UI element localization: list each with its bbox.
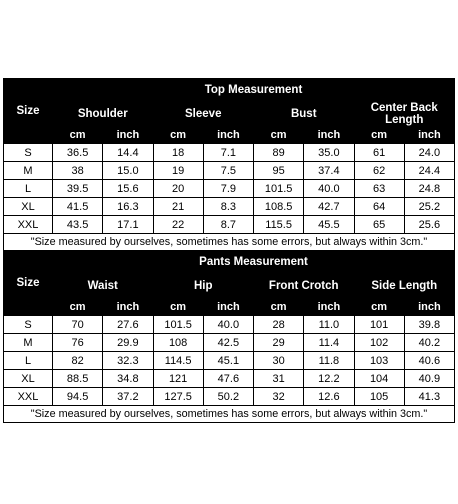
measurement-cell: 108 [153,334,203,352]
measurement-cell: 24.0 [404,144,454,162]
measurement-cell: 24.4 [404,162,454,180]
column-group-header: Center Back Length [354,102,455,127]
column-group-header: Shoulder [53,102,154,127]
top-measurement-table [3,78,455,251]
measurement-cell: 40.6 [404,352,454,370]
size-label: L [4,352,53,370]
unit-header: inch [404,127,454,144]
unit-header: cm [354,127,404,144]
measurement-cell: 45.5 [304,216,354,234]
measurement-cell: 7.5 [203,162,253,180]
measurement-cell: 40.0 [203,316,253,334]
size-label: M [4,334,53,352]
size-label: S [4,144,53,162]
table-title: Top Measurement [53,79,455,102]
measurement-cell: 7.9 [203,180,253,198]
measurement-cell: 50.2 [203,388,253,406]
measurement-cell: 104 [354,370,404,388]
measurement-cell: 21 [153,198,203,216]
measurement-cell: 88.5 [53,370,103,388]
table-row [4,180,455,198]
measurement-cell: 15.6 [103,180,153,198]
measurement-cell: 76 [53,334,103,352]
unit-header: cm [53,299,103,316]
measurement-cell: 45.1 [203,352,253,370]
size-label: XXL [4,388,53,406]
column-group-header: Front Crotch [254,274,355,299]
measurement-cell: 101.5 [254,180,304,198]
measurement-cell: 35.0 [304,144,354,162]
measurement-cell: 11.0 [304,316,354,334]
measurement-cell: 20 [153,180,203,198]
measurement-cell: 42.7 [304,198,354,216]
size-header: Size [4,251,53,316]
measurement-cell: 8.3 [203,198,253,216]
measurement-cell: 108.5 [254,198,304,216]
measurement-cell: 103 [354,352,404,370]
measurement-cell: 39.5 [53,180,103,198]
unit-header: cm [53,127,103,144]
measurement-cell: 105 [354,388,404,406]
measurement-cell: 39.8 [404,316,454,334]
measurement-cell: 25.2 [404,198,454,216]
measurement-cell: 14.4 [103,144,153,162]
measurement-cell: 27.6 [103,316,153,334]
size-label: S [4,316,53,334]
measurement-note: "Size measured by ourselves, sometimes has some errors, but always within 3cm." [4,234,455,251]
unit-header: inch [203,127,253,144]
table-row [4,334,455,352]
column-group-header: Hip [153,274,254,299]
measurement-cell: 127.5 [153,388,203,406]
measurement-cell: 115.5 [254,216,304,234]
measurement-cell: 40.0 [304,180,354,198]
measurement-cell: 38 [53,162,103,180]
table-row [4,388,455,406]
measurement-cell: 34.8 [103,370,153,388]
column-group-header: Side Length [354,274,455,299]
measurement-cell: 114.5 [153,352,203,370]
size-label: XXL [4,216,53,234]
measurement-cell: 30 [254,352,304,370]
unit-header: inch [304,299,354,316]
measurement-cell: 22 [153,216,203,234]
unit-header: cm [153,299,203,316]
measurement-cell: 28 [254,316,304,334]
unit-header: cm [354,299,404,316]
measurement-cell: 31 [254,370,304,388]
measurement-cell: 37.4 [304,162,354,180]
table-title: Pants Measurement [53,251,455,274]
table-row [4,370,455,388]
measurement-cell: 47.6 [203,370,253,388]
measurement-cell: 43.5 [53,216,103,234]
measurement-cell: 29 [254,334,304,352]
measurement-cell: 37.2 [103,388,153,406]
measurement-cell: 64 [354,198,404,216]
table-row [4,316,455,334]
measurement-cell: 95 [254,162,304,180]
measurement-cell: 32.3 [103,352,153,370]
measurement-cell: 101 [354,316,404,334]
column-group-header: Sleeve [153,102,254,127]
measurement-cell: 17.1 [103,216,153,234]
measurement-cell: 40.2 [404,334,454,352]
measurement-cell: 32 [254,388,304,406]
measurement-cell: 62 [354,162,404,180]
measurement-cell: 89 [254,144,304,162]
measurement-note: "Size measured by ourselves, sometimes has some errors, but always within 3cm." [4,406,455,423]
unit-header: inch [304,127,354,144]
measurement-cell: 7.1 [203,144,253,162]
measurement-cell: 24.8 [404,180,454,198]
measurement-cell: 25.6 [404,216,454,234]
pants-measurement-table [3,250,455,423]
measurement-cell: 12.2 [304,370,354,388]
column-group-header: Bust [254,102,355,127]
size-label: XL [4,370,53,388]
measurement-cell: 16.3 [103,198,153,216]
size-label: L [4,180,53,198]
measurement-cell: 29.9 [103,334,153,352]
measurement-cell: 15.0 [103,162,153,180]
measurement-cell: 19 [153,162,203,180]
measurement-cell: 18 [153,144,203,162]
measurement-cell: 61 [354,144,404,162]
measurement-cell: 41.3 [404,388,454,406]
unit-header: cm [153,127,203,144]
measurement-cell: 65 [354,216,404,234]
measurement-cell: 101.5 [153,316,203,334]
unit-header: inch [404,299,454,316]
measurement-cell: 12.6 [304,388,354,406]
table-row [4,198,455,216]
measurement-cell: 121 [153,370,203,388]
table-row [4,216,455,234]
table-row [4,144,455,162]
measurement-cell: 41.5 [53,198,103,216]
unit-header: inch [103,299,153,316]
unit-header: inch [103,127,153,144]
measurement-cell: 102 [354,334,404,352]
measurement-cell: 70 [53,316,103,334]
measurement-cell: 94.5 [53,388,103,406]
size-header: Size [4,79,53,144]
table-row [4,162,455,180]
measurement-cell: 36.5 [53,144,103,162]
measurement-cell: 11.4 [304,334,354,352]
table-row [4,352,455,370]
size-label: M [4,162,53,180]
unit-header: cm [254,127,304,144]
column-group-header: Waist [53,274,154,299]
measurement-cell: 42.5 [203,334,253,352]
measurement-cell: 40.9 [404,370,454,388]
measurement-cell: 82 [53,352,103,370]
size-label: XL [4,198,53,216]
unit-header: inch [203,299,253,316]
measurement-cell: 63 [354,180,404,198]
measurement-cell: 11.8 [304,352,354,370]
unit-header: cm [254,299,304,316]
measurement-cell: 8.7 [203,216,253,234]
